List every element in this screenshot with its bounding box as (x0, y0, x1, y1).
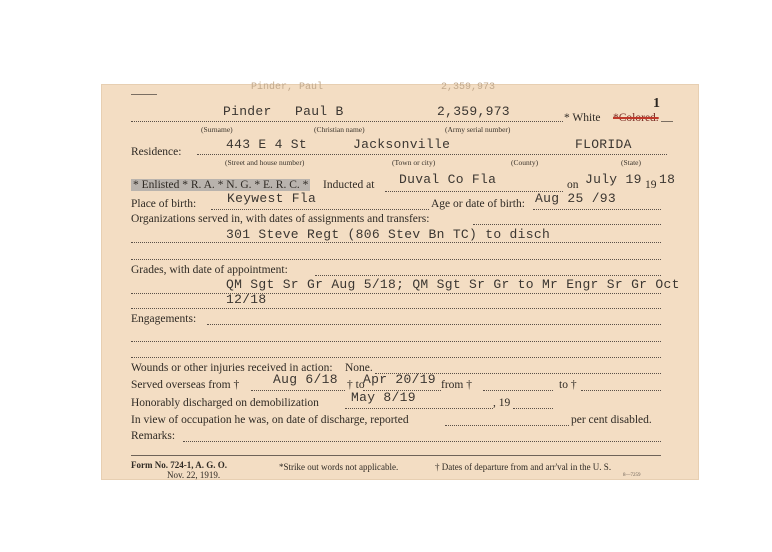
overseas-to-value: Apr 20/19 (363, 372, 436, 387)
residence-line (197, 154, 667, 155)
state-value: FLORIDA (575, 137, 632, 152)
inducted-date-value: July 19 (585, 172, 642, 187)
wounds-label: Wounds or other injuries received in action: (131, 362, 333, 374)
birthplace-label: Place of birth: (131, 198, 197, 210)
card-number: 1 (653, 96, 660, 111)
organizations-value: 301 Steve Regt (806 Stev Bn TC) to disch (226, 227, 551, 242)
overseas-label: Served overseas from † (131, 379, 240, 391)
grades-line-2 (131, 293, 661, 294)
footnote-dates: † Dates of departure from and arr'val in the U. S. (435, 462, 612, 472)
form-number: Form No. 724-1, A. G. O. (131, 460, 227, 470)
from-label: from † (441, 379, 472, 391)
discharge-label: Honorably discharged on demobilization (131, 397, 319, 409)
discharge-date-value: May 8/19 (351, 390, 416, 405)
grades-label: Grades, with date of appointment: (131, 264, 288, 276)
inducted-place-value: Duval Co Fla (399, 172, 497, 187)
inducted-label: Inducted at (323, 179, 375, 191)
ghost-text-top-right: 2,359,973 (441, 82, 496, 93)
caption-surname: (Surname) (201, 125, 233, 134)
birthplace-line (211, 209, 429, 210)
grades-line-1 (315, 275, 661, 276)
overseas-to-label: † to (347, 379, 365, 391)
ghost-text-top-left: Pinder, Paul (251, 82, 324, 93)
engagements-line-2 (131, 341, 661, 342)
to-label: to † (559, 379, 577, 391)
caption-christian-name: (Christian name) (314, 125, 365, 134)
town-value: Jacksonville (353, 137, 451, 152)
to-line (581, 390, 661, 391)
white-label: * White (564, 112, 601, 124)
organizations-line-2 (131, 242, 661, 243)
caption-county: (County) (511, 158, 539, 167)
birth-date-value: Aug 25 /93 (535, 191, 617, 206)
organizations-line-1 (473, 224, 661, 225)
discharge-year-line (513, 408, 553, 409)
name-line-end (661, 121, 673, 122)
footnote-strike-out: *Strike out words not applicable. (279, 462, 399, 472)
grades-value-line-2: 12/18 (226, 292, 267, 307)
engagements-line-3 (131, 357, 661, 358)
grades-value-line-1: QM Sgt Sr Gr Aug 5/18; QM Sgt Sr Gr to Mr Engr Sr Gr Oct (226, 277, 680, 292)
colored-label: *Colored. (613, 112, 659, 124)
caption-serial-number: (Army serial number) (445, 125, 511, 134)
remarks-label: Remarks: (131, 430, 176, 442)
overseas-from-value: Aug 6/18 (273, 372, 338, 387)
enlisted-label: * Enlisted * R. A. * N. G. * E. R. C. * (133, 179, 309, 191)
caption-street: (Street and house number) (225, 158, 305, 167)
discharge-year-label: , 19 (493, 397, 511, 409)
year-prefix-label: 19 (645, 179, 657, 191)
occupation-line (445, 425, 569, 426)
grades-line-3 (131, 308, 661, 309)
street-value: 443 E 4 St (226, 137, 308, 152)
footer-rule (131, 455, 661, 456)
caption-town: (Town or city) (392, 158, 436, 167)
engagements-line-1 (207, 324, 661, 325)
birthplace-value: Keywest Fla (227, 191, 317, 206)
form-date: Nov. 22, 1919. (167, 470, 221, 480)
wounds-value: None. (345, 362, 373, 374)
serial-number-value: 2,359,973 (437, 104, 510, 119)
surname-value: Pinder (223, 104, 272, 119)
on-label: on (567, 179, 579, 191)
discharge-line (345, 408, 493, 409)
from-line (483, 390, 553, 391)
remarks-line (183, 441, 661, 442)
name-line (131, 121, 563, 122)
top-rule (131, 94, 157, 95)
caption-state: (State) (621, 158, 641, 167)
inducted-year-value: 18 (659, 172, 676, 187)
organizations-line-3 (131, 259, 661, 260)
print-code: 8—7259 (623, 473, 641, 478)
age-label: Age or date of birth: (431, 198, 525, 210)
occupation-label: In view of occupation he was, on date of discharge, reported (131, 414, 409, 426)
organizations-label: Organizations served in, with dates of assignments and transfers: (131, 213, 430, 225)
service-record-card (101, 84, 699, 480)
disabled-label: per cent disabled. (571, 414, 652, 426)
overseas-from-line (251, 390, 345, 391)
residence-label: Residence: (131, 146, 182, 158)
engagements-label: Engagements: (131, 313, 197, 325)
christian-name-value: Paul B (295, 104, 344, 119)
birth-date-line (533, 209, 661, 210)
